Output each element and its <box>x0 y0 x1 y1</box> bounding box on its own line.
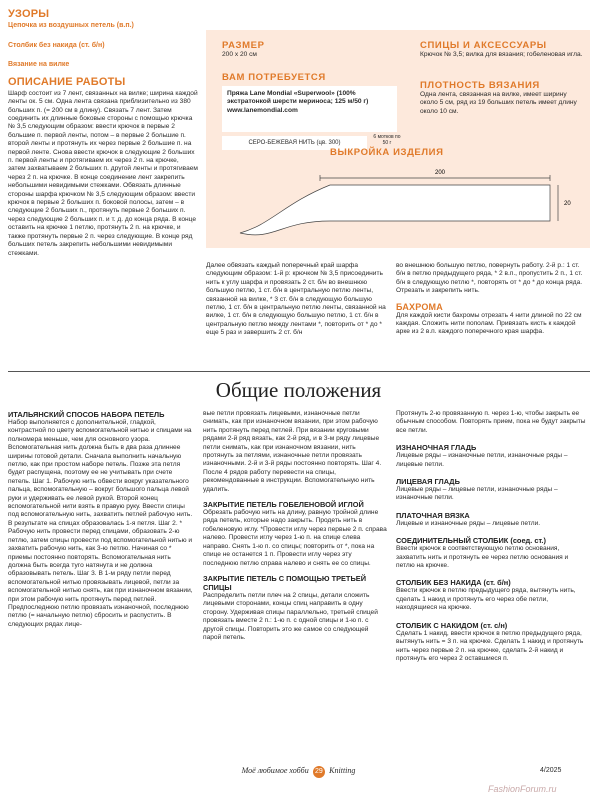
watermark: FashionForum.ru <box>488 784 557 794</box>
three-needle-text: Распределить петли плеч на 2 спицы, детали сложить лицевыми сторонами, концы спиц направить в одну сторону. Удерживая спицы параллельно, третьей спицей провязать вместе 2 п.: 1-ю п. с одной спицы и 1-ю п. с другой спицы. Повторить это же самое со следующей парой петель. <box>203 591 378 641</box>
single-crochet-heading: СТОЛБИК БЕЗ НАКИДА (ст. б/н) <box>396 578 511 588</box>
garter-text: Лицевые и изнаночные ряды – лицевые петли. <box>396 519 541 527</box>
gauge-text: Одна лента, связанная на вилке, имеет ширину около 5 см, ряд из 19 больших петель имеет длину около 10 см. <box>420 91 577 115</box>
single-crochet-text: Ввести крючок в петлю предыдущего ряда, вытянуть нить, сделать 1 накид и протянуть его через обе петли, находящиеся на крючке. <box>396 587 576 612</box>
stockinette-heading: ЛИЦЕВАЯ ГЛАДЬ <box>396 477 460 487</box>
stockinette-text: Лицевые ряды – лицевые петли, изнаночные ряды – изнаночные петли. <box>396 486 558 502</box>
slip-stitch-text: Ввести крючок в соответствующую петлю основания, захватить нить и протянуть ее через петлю основания и петлю на крючке. <box>396 545 569 570</box>
tools-title: СПИЦЫ И АКСЕССУАРЫ <box>420 40 547 51</box>
size-block <box>222 40 392 59</box>
width-label: 200 <box>435 170 446 176</box>
reverse-stockinette-heading: ИЗНАНОЧНАЯ ГЛАДЬ <box>396 443 477 453</box>
yarn-color-label: СЕРО-БЕЖЕВАЯ НИТЬ <box>248 140 315 146</box>
reverse-stockinette-text: Лицевые ряды – изнаночные петли, изнаночные ряды – лицевые петли. <box>396 452 568 468</box>
footer <box>0 764 597 778</box>
tools-text: Крючок № 3,5; вилка для вязания; гобеленовая игла. <box>420 51 583 58</box>
double-crochet-text: Сделать 1 накид, ввести крючок в петлю предыдущего ряда, вытянуть нить = 3 п. на крючке. Сделать 1 накид и протянуть нить через первые 2 п. на крючке, сделать 2-й накид и протянуть его через 2 оставшиеся п. <box>396 629 584 662</box>
description-title: ОПИСАНИЕ РАБОТЫ <box>8 75 126 88</box>
tools-block <box>420 40 585 59</box>
garter-heading: ПЛАТОЧНАЯ ВЯЗКА <box>396 510 470 520</box>
trim-col2: во внешнюю большую петлю, повернуть работу. 2-й р.: 1 ст. б/н в петлю предыдущего ряда, * 2 в.п., пропустить 2 п., 1 ст. б/н в следующую петлю *, повторять от * до * до конца ряда. Отрезать и закрепить нить. <box>396 262 583 295</box>
general-title: Общие положения <box>215 378 382 402</box>
tapestry-bind-off-heading: ЗАКРЫТИЕ ПЕТЕЛЬ ГОБЕЛЕНОВОЙ ИГЛОЙ <box>203 500 364 510</box>
scarf-shape <box>240 185 550 235</box>
size-value: 200 х 20 см <box>222 51 257 58</box>
italian-cast-on-text: Набор выполняется с дополнительной, гладкой, контрастной по цвету вспомогательной нитью и спицами на полномера меньше, чем для основного узора. Вспомогательная нить должна быть в два раза длиннее ширины готовой детали. Сначала выполнить начальную петлю, как при простом наборе петель. Позже эта петля будет распущена, поэтому ее не учитывать при счете петель. Шаг 1. Рабочую нить обвести вокруг указательного пальца, вспомогательную – вокруг большого пальца левой руки и удерживать ее левой рукой. Второй конец вспомогательной нити взять в правую руку. Ввести спицы под вспомогательную нить, захватить петлей рабочую нить. В результате на спицах образовалась 1-я петля. Шаг 2. * Рабочую нить провести перед спицами, образовать 2-ю петлю, затем спицы провести под вспомогательной нитью и захватить рабочую нить, как 3-ю петлю. Начиная со * приемы постоянно повторять. Вспомогательная нить должна быть всегда туго натянута и не должна образовывать петель. Шаг 3. В 1-м ряду петли перед вспомогательной нитью провязывать лицевой, петли за вспомогательной нитью снять, как при изнаночном вязании, при этом рабочую нить протянуть перед петлей. Предпоследнюю петлю провязать изнаночной, последнюю петлю (= начальную петлю) сбросить и распустить. В следующих рядах лице- <box>8 419 193 628</box>
gauge-title: ПЛОТНОСТЬ ВЯЗАНИЯ <box>420 80 540 91</box>
gauge-block <box>420 80 585 116</box>
italian-cast-on-heading: ИТАЛЬЯНСКИЙ СПОСОБ НАБОРА ПЕТЕЛЬ <box>8 410 165 419</box>
yarn-site: www.lanemondial.com <box>227 106 298 114</box>
footer-date: 4/2025 <box>540 767 562 774</box>
fringe-text: Для каждой кисти бахромы отрезать 4 нити длиной по 22 см каждая. Сложить нити пополам. Привязать кисть к каждой арке из 2 в.п. каждого поперечного края шарфа. <box>396 311 582 336</box>
trim-col1: Далее обвязать каждый поперечный край шарфа следующим образом: 1-й р: крючком № 3,5 присоединить нить к углу шарфа и провязать 2 ст. б/н во внешнюю большую петлю, 1 ст. б/н в центральную петлю ленты, связанной на вилке, * 3 ст. б/н в следующую большую петлю, 1 ст. б/н в центральную петлю ленты, связанной на вилке, 1 ст. б/н в следующую большую петлю, 1 ст. б/н в центральную петлю между лентами *, повторить от * до * еще 5 раз и завершить 2 ст. б/н <box>206 262 386 337</box>
fringe-title: БАХРОМА <box>396 301 443 312</box>
footer-page-number: 29 <box>313 766 325 778</box>
general-col2 <box>203 410 388 642</box>
patterns-title: УЗОРЫ <box>8 8 50 20</box>
trim-col2-block <box>396 262 586 337</box>
pattern-fork: Вязание на вилке <box>8 61 70 69</box>
bind-off-continue: Протянуть 2-ю провязанную п. через 1-ю, чтобы закрыть ее обычным способом. Повторять прием, пока не будут закрыты все петли. <box>396 410 586 434</box>
need-block <box>222 72 401 146</box>
size-title: РАЗМЕР <box>222 40 265 51</box>
yarn-qty: 6 мотков по 50 г <box>373 134 401 146</box>
yarn-color-code: (цв. 300) <box>316 140 341 146</box>
continued-text: вые петли провязать лицевыми, изнаночные петли снимать, как при изнаночном вязании, при этом рабочую нить протянуть перед петлей. При вязании круговыми рядами 2-й ряд вязать, как 2-й ряд, и в 3-м ряду лицевые петли снимать, как при изнаночном вязании, нить протянуть за петлями, изнаночные петли провязать изнаночными. 2-й и 3-й ряды постоянно повторять. Шаг 4. После 4 рядов работу перевести на спицы, рекомендованные в инструкции. Вспомогательную нить удалить. <box>203 410 382 493</box>
left-column <box>8 8 198 258</box>
height-label: 20 <box>564 201 571 207</box>
three-needle-heading: ЗАКРЫТИЕ ПЕТЕЛЬ С ПОМОЩЬЮ ТРЕТЬЕЙ СПИЦЫ <box>203 573 367 592</box>
footer-magazine: Моё любимое хобби <box>241 766 309 775</box>
footer-knitting: Knitting <box>329 766 356 775</box>
general-col3 <box>396 410 588 663</box>
yarn-name: Пряжа Lane Mondial «Superwool» (100% экстратонкой шерсти мериноса; 125 м/50 г) <box>227 90 369 106</box>
general-col1 <box>8 410 193 629</box>
double-crochet-heading: СТОЛБИК С НАКИДОМ (ст. с/н) <box>396 620 508 630</box>
slip-stitch-heading: СОЕДИНИТЕЛЬНЫЙ СТОЛБИК (соед. ст.) <box>396 536 546 546</box>
description-text: Шарф состоит из 7 лент, связанных на вилке; ширина каждой ленты ок. 5 см. Одна лента связана приблизительно из 380 больших п. (= 200 см в длину). Связать 7 лент. Затем соединить их длинные боковые стороны с помощью крючка № 3,5 следующим образом: ввести крючок в первые 2 большие п. первой ленты, потом – в первые 2 большие п. второй ленты и протянуть их через первые 2 большие п. на первой ленте. Снова ввести крючок в следующие 2 больших п. первой ленты и протягиваем их через 2 п. на крючке, затем захватываем 2 больших п. другой ленты и протягиваем через 2 п. на крючке. В конце соединение лент закрепить небольшими невидимыми стежками. Обвязать длинные стороны шарфа крючком № 3,5 следующим образом: ввести крючок в первые 2 больших п. боковой полосы, затем – в следующие 2 больших п., протянуть первые 2 больших п. через следующие 2 больших п. и т. д. до конца ряда. В конце оставить на крючке 1 петлю, протянуть 2 п. на крючке, и также протянуть первые 2 п. через следующие. В конце ряд больших петель закрепить небольшими невидимыми стежками. <box>8 89 198 257</box>
scarf-pattern-diagram <box>220 163 590 248</box>
yarn-card <box>222 86 397 132</box>
tapestry-bind-off-text: Обрезать рабочую нить на длину, равную тройной длине ряда петель, которые надо закрыть. Продеть нить в гобеленовую иглу. *Провести иглу через первые 2 п. справа налево. Провести иглу через 1-ю п. на спице слева направо. Снять 1-ю п. со спицы; повторить от *, пока на спице не останется 1 п. Провести иглу через эту последнюю петлю справа налево и снять ее со спицы. <box>203 509 387 567</box>
pattern-sc: Столбик без накида (ст. б/н) <box>8 41 105 49</box>
need-title: ВАМ ПОТРЕБУЕТСЯ <box>222 72 326 83</box>
pattern-title: ВЫКРОЙКА ИЗДЕЛИЯ <box>330 147 444 158</box>
pattern-chain: Цепочка из воздушных петель (в.п.) <box>8 22 134 29</box>
